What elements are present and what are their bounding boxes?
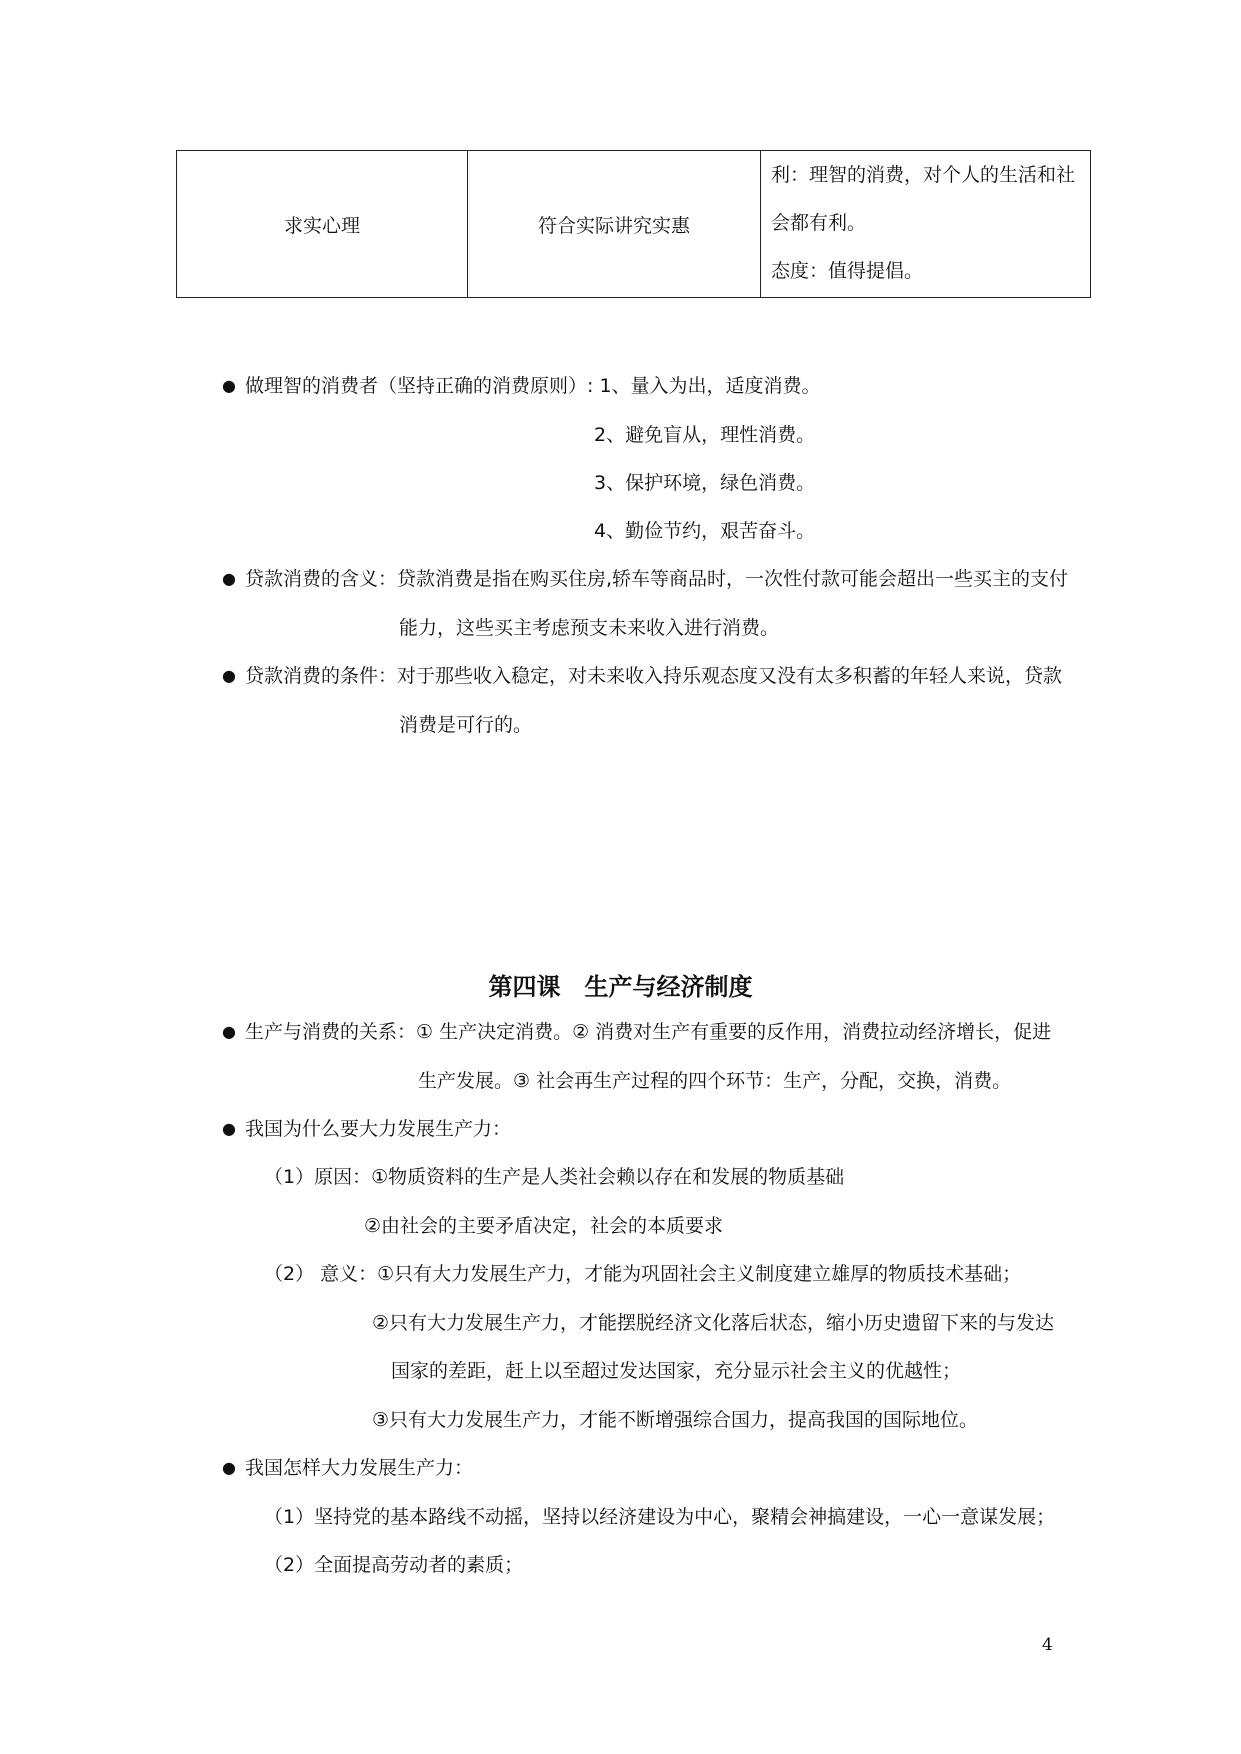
loan-meaning-line: 贷款消费的含义：贷款消费是指在购买住房,轿车等商品时，一次性付款可能会超出一些买主的支付 [245,568,1069,590]
why-heading: 我国为什么要大力发展生产力： [245,1118,512,1140]
why-line: （2） 意义：①只有大力发展生产力，才能为巩固社会主义制度建立雄厚的物质技术基础； [264,1263,1022,1285]
how-line: （1）坚持党的基本路线不动摇，坚持以经济建设为中心，聚精会神搞建设，一心一意谋发展； [264,1506,1056,1528]
evaluation-line: 会都有利。 [771,212,867,234]
relation-line: 生产发展。③ 社会再生产过程的四个环节：生产，分配，交换，消费。 [418,1070,1012,1092]
bullet-icon: ● [222,376,236,395]
loan-meaning-line: 能力，这些买主考虑预支未来收入进行消费。 [399,617,780,639]
why-line: 国家的差距，赶上以至超过发达国家，充分显示社会主义的优越性； [391,1360,962,1382]
evaluation-line: 利：理智的消费，对个人的生活和社 [771,164,1076,186]
why-line: ②只有大力发展生产力，才能摆脱经济文化落后状态，缩小历史遗留下来的与发达 [372,1312,1055,1334]
principles-line: 4、勤俭节约，艰苦奋斗。 [594,520,816,542]
principles-line: 3、保护环境，绿色消费。 [594,472,816,494]
table-cell-psychology: 求实心理 [177,151,468,298]
relation-line: 生产与消费的关系：① 生产决定消费。② 消费对生产有重要的反作用，消费拉动经济增长，促进 [245,1021,1052,1043]
lesson-title: 第四课 生产与经济制度 [488,973,753,1001]
bullet-icon: ● [222,1458,236,1477]
principles-line: 2、避免盲从，理性消费。 [594,424,816,446]
table-row [177,151,1091,298]
loan-condition-line: 消费是可行的。 [399,714,533,736]
why-line: ③只有大力发展生产力，才能不断增强综合国力，提高我国的国际地位。 [372,1409,979,1431]
table-cell-evaluation [761,151,1091,298]
why-line: （1）原因：①物质资料的生产是人类社会赖以存在和发展的物质基础 [264,1166,845,1188]
bullet-icon: ● [222,569,236,588]
consumer-psychology-table [176,150,1091,298]
principles-line: 做理智的消费者（坚持正确的消费原则）: 1、量入为出，适度消费。 [245,375,821,397]
bullet-icon: ● [222,1022,236,1041]
how-line: （2）全面提高劳动者的素质； [264,1554,524,1576]
evaluation-line: 态度：值得提倡。 [771,260,924,282]
how-heading: 我国怎样大力发展生产力： [245,1457,474,1479]
loan-condition-line: 贷款消费的条件：对于那些收入稳定，对未来收入持乐观态度又没有太多积蓄的年轻人来说，贷款 [245,665,1063,687]
why-line: ②由社会的主要矛盾决定，社会的本质要求 [364,1215,724,1237]
bullet-icon: ● [222,1119,236,1138]
bullet-icon: ● [222,666,236,685]
page-number: 4 [1042,1635,1053,1655]
table-cell-feature: 符合实际讲究实惠 [468,151,761,298]
